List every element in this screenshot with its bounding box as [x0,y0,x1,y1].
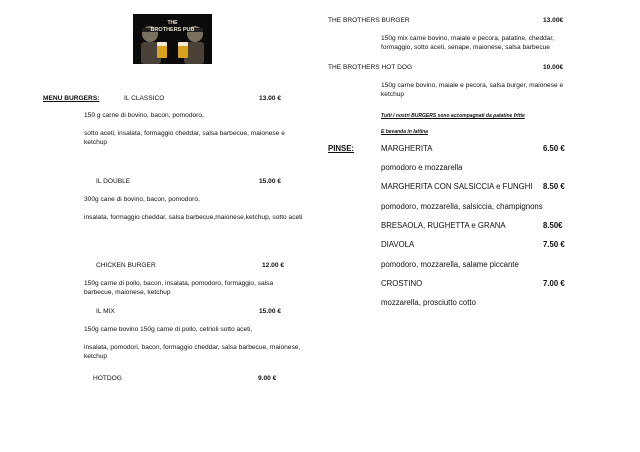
pinsa-name-salsiccia-funghi: MARGHERITA CON SALSICCIA e FUNGHI [381,182,533,191]
brothers-pub-logo [133,14,212,64]
item-name-il-mix: IL MIX [96,308,115,315]
pinsa-name-diavola: DIAVOLA [381,240,415,249]
item-price-brothers-hot-dog: 10.00€ [543,64,564,71]
item-desc-brothers-hot-dog: 150g carne bovino, maiale e pecora, salsa burger, maionese e ketchup [381,82,564,98]
item-name-chicken-burger: CHICKEN BURGER [96,262,156,269]
item-desc-il-classico-2: sotto aceti, insalata, formaggio cheddar, salsa barbecue, maionese e ketchup [84,130,285,146]
item-name-hotdog: HOTDOG [93,375,122,382]
pinse-heading: PINSE: [328,144,354,153]
item-desc-chicken-burger: 150g carne di pollo, bacon, insalata, pomodoro, formaggio, salsa barbecue, maionese, ketchup [84,280,274,296]
item-name-brothers-hot-dog: THE BROTHERS HOT DOG [328,64,413,71]
item-desc-il-mix-1: 150g carne bovino 150g carne di pollo, cetrioli sotto aceti, [84,326,253,333]
pinsa-price-crostino: 7.00 € [543,279,565,288]
pinsa-desc-diavola: pomodoro, mozzarella, salame piccante [381,260,519,269]
pinsa-desc-margherita: pomodoro e mozzarella [381,163,463,172]
logo-text-brothers-pub: BROTHERS PUB [150,27,195,33]
item-name-il-classico: IL CLASSICO [124,95,165,102]
item-desc-il-classico-1: 150 g carne di bovino, bacon, pomodoro, [84,112,204,119]
note-bevanda: E bevanda in lattina [381,129,428,135]
pinsa-name-bresaola: BRESAOLA, RUGHETTA e GRANA [381,221,506,230]
pinsa-name-margherita: MARGHERITA [381,144,433,153]
pinsa-desc-crostino: mozzarella, prosciutto cotto [381,298,476,307]
item-price-brothers-burger: 13.00€ [543,17,564,24]
item-price-il-mix: 15.00 € [259,308,281,315]
item-name-brothers-burger: THE BROTHERS BURGER [328,17,410,24]
pinsa-price-diavola: 7.50 € [543,240,565,249]
menu-burgers-heading: MENU BURGERS: [43,95,100,102]
item-desc-il-double-1: 300g cane di bovino, bacon, pomodoro, [84,196,200,203]
item-price-chicken-burger: 12.00 € [262,262,284,269]
item-desc-il-mix-2: insalata, pomodori, bacon, formaggio cheddar, salsa barbecue, maionese, ketchup [84,344,301,360]
pinsa-price-margherita: 6.50 € [543,144,565,153]
pinsa-price-salsiccia-funghi: 8.50 € [543,182,565,191]
item-name-il-double: IL DOUBLE [96,178,131,185]
note-burgers-patatine: Tutti i nostri BURGERS sono accompagnati da patatine fritte [381,113,525,119]
item-price-hotdog: 9.00 € [258,375,277,382]
item-desc-il-double-2: insalata, formaggio cheddar, salsa barbecue,maionese,ketchup, sotto aceti [84,214,303,221]
logo-text-the: THE [167,20,178,26]
pinsa-desc-salsiccia-funghi: pomodoro, mozzarella, salsiccia, champignons [381,202,543,211]
pinsa-price-bresaola: 8.50€ [543,221,563,230]
item-price-il-double: 15.00 € [259,178,281,185]
pinsa-name-crostino: CROSTINO [381,279,423,288]
item-desc-brothers-burger: 150g mix carne bovino, maiale e pecora, patatine, cheddar, formaggio, sotto aceti, senape, maionese, salsa barbecue [381,35,555,51]
item-price-il-classico: 13.00 € [259,95,281,102]
